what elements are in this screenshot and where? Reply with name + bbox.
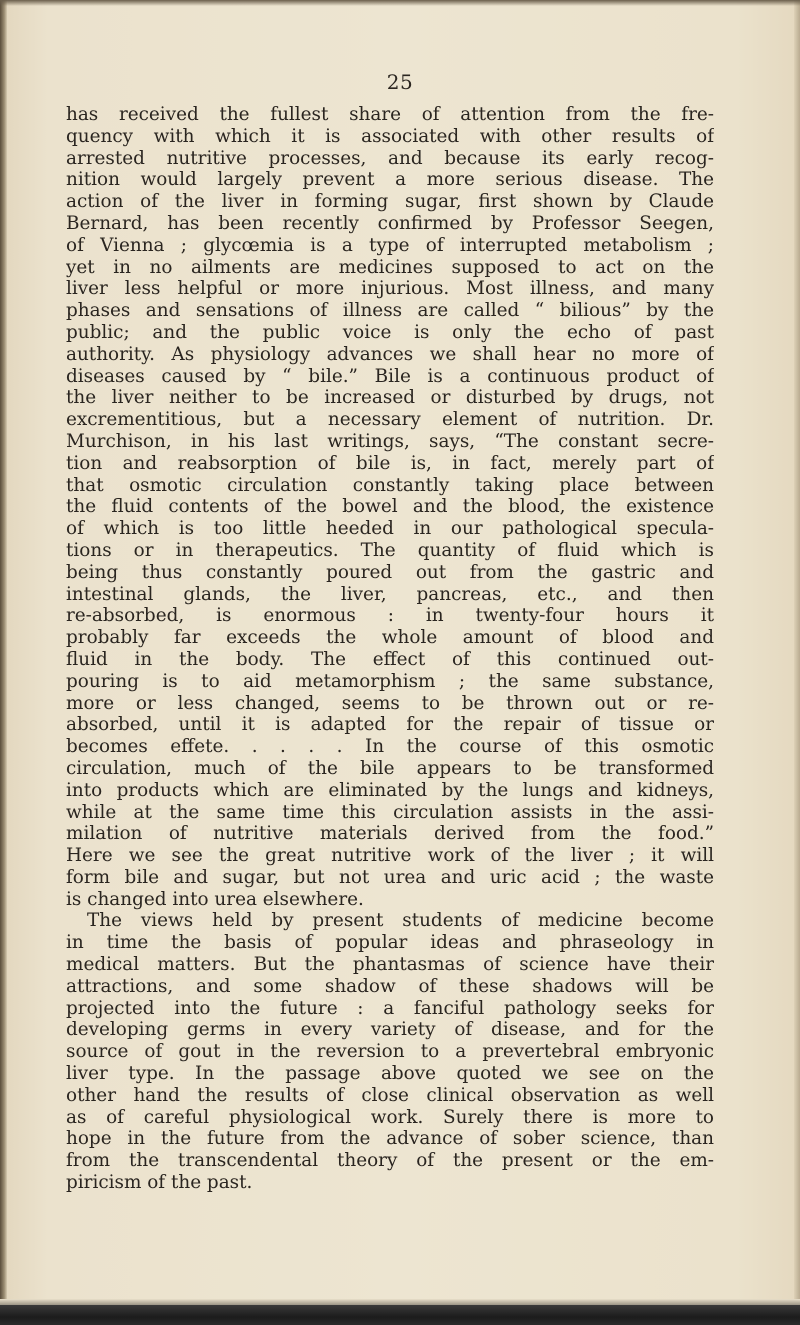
text-line: the liver neither to be increased or disturbed by drugs, not [66,387,714,409]
page-gutter-shadow [0,0,7,1325]
text-line: source of gout in the reversion to a prevertebral embryonic [66,1041,714,1063]
text-line: piricism of the past. [66,1172,253,1194]
text-line: liver less helpful or more injurious. Most illness, and many [66,278,714,300]
text-line: absorbed, until it is adapted for the repair of tissue or [66,714,714,736]
text-line: pouring is to aid metamorphism ; the same substance, [66,670,714,692]
text-line: form bile and sugar, but not urea and uric acid ; the waste [66,866,714,888]
text-line: while at the same time this circulation assists in the assi- [66,801,714,823]
scan-bottom-border [0,1305,800,1325]
text-line: fluid in the body. The effect of this continued out- [66,648,714,670]
text-line: excrementitious, but a necessary element of nutrition. Dr. [66,409,714,431]
text-line: as of careful physiological work. Surely there is more to [66,1106,714,1128]
text-line: milation of nutritive materials derived from the food.” [66,823,714,845]
text-line: re-absorbed, is enormous : in twenty-four hours it [66,605,714,627]
page-top-shadow [0,0,800,6]
text-line: liver type. In the passage above quoted we see on the [66,1063,714,1085]
text-line: Here we see the great nutritive work of the liver ; it will [66,845,714,867]
text-line: public; and the public voice is only the echo of past [66,321,714,343]
body-text [66,104,714,1194]
text-line: medical matters. But the phantasmas of science have their [66,954,714,976]
text-line: has received the fullest share of attention from the fre- [66,104,714,125]
text-line: becomes effete. . . . . In the course of this osmotic [66,736,714,758]
text-line: intestinal glands, the liver, pancreas, etc., and then [66,583,714,605]
text-line: into products which are eliminated by the lungs and kidneys, [66,779,714,801]
text-line: phases and sensations of illness are called “ bilious” by the [66,300,714,322]
text-line: from the transcendental theory of the present or the em- [66,1150,714,1172]
text-line: circulation, much of the bile appears to be transformed [66,757,714,779]
text-line: The views held by present students of medicine become [87,910,714,932]
text-line: developing germs in every variety of disease, and for the [66,1019,714,1041]
text-line: the fluid contents of the bowel and the blood, the existence [66,496,714,518]
text-line: arrested nutritive processes, and because its early recog- [66,147,714,169]
text-line: probably far exceeds the whole amount of blood and [66,627,714,649]
text-line: in time the basis of popular ideas and phraseology in [66,932,714,954]
paragraph-1 [66,104,714,910]
text-line: Bernard, has been recently confirmed by Professor Seegen, [66,212,714,234]
text-line: of Vienna ; glycœmia is a type of interrupted metabolism ; [66,234,714,256]
text-line: quency with which it is associated with other results of [66,125,714,147]
text-line: tion and reabsorption of bile is, in fact, merely part of [66,452,714,474]
page-number: 25 [386,70,414,94]
text-line: projected into the future : a fanciful pathology seeks for [66,997,714,1019]
text-line: hope in the future from the advance of sober science, than [66,1128,714,1150]
text-line: action of the liver in forming sugar, first shown by Claude [66,191,714,213]
text-line: of which is too little heeded in our pathological specula- [66,518,714,540]
text-line: being thus constantly poured out from the gastric and [66,561,714,583]
text-line: more or less changed, seems to be thrown out or re- [66,692,714,714]
text-line: yet in no ailments are medicines supposed to act on the [66,256,714,278]
text-line: attractions, and some shadow of these shadows will be [66,975,714,997]
text-line: nition would largely prevent a more serious disease. The [66,169,714,191]
text-line: other hand the results of close clinical observation as well [66,1084,714,1106]
page-edge-shadow [794,0,800,1325]
text-line: is changed into urea elsewhere. [66,888,364,910]
text-line: authority. As physiology advances we shall hear no more of [66,343,714,365]
text-line: that osmotic circulation constantly taking place between [66,474,714,496]
paragraph-2 [66,910,714,1193]
text-line: Murchison, in his last writings, says, “The constant secre- [66,430,714,452]
text-line: tions or in therapeutics. The quantity of fluid which is [66,539,714,561]
text-line: diseases caused by “ bile.” Bile is a continuous product of [66,365,714,387]
